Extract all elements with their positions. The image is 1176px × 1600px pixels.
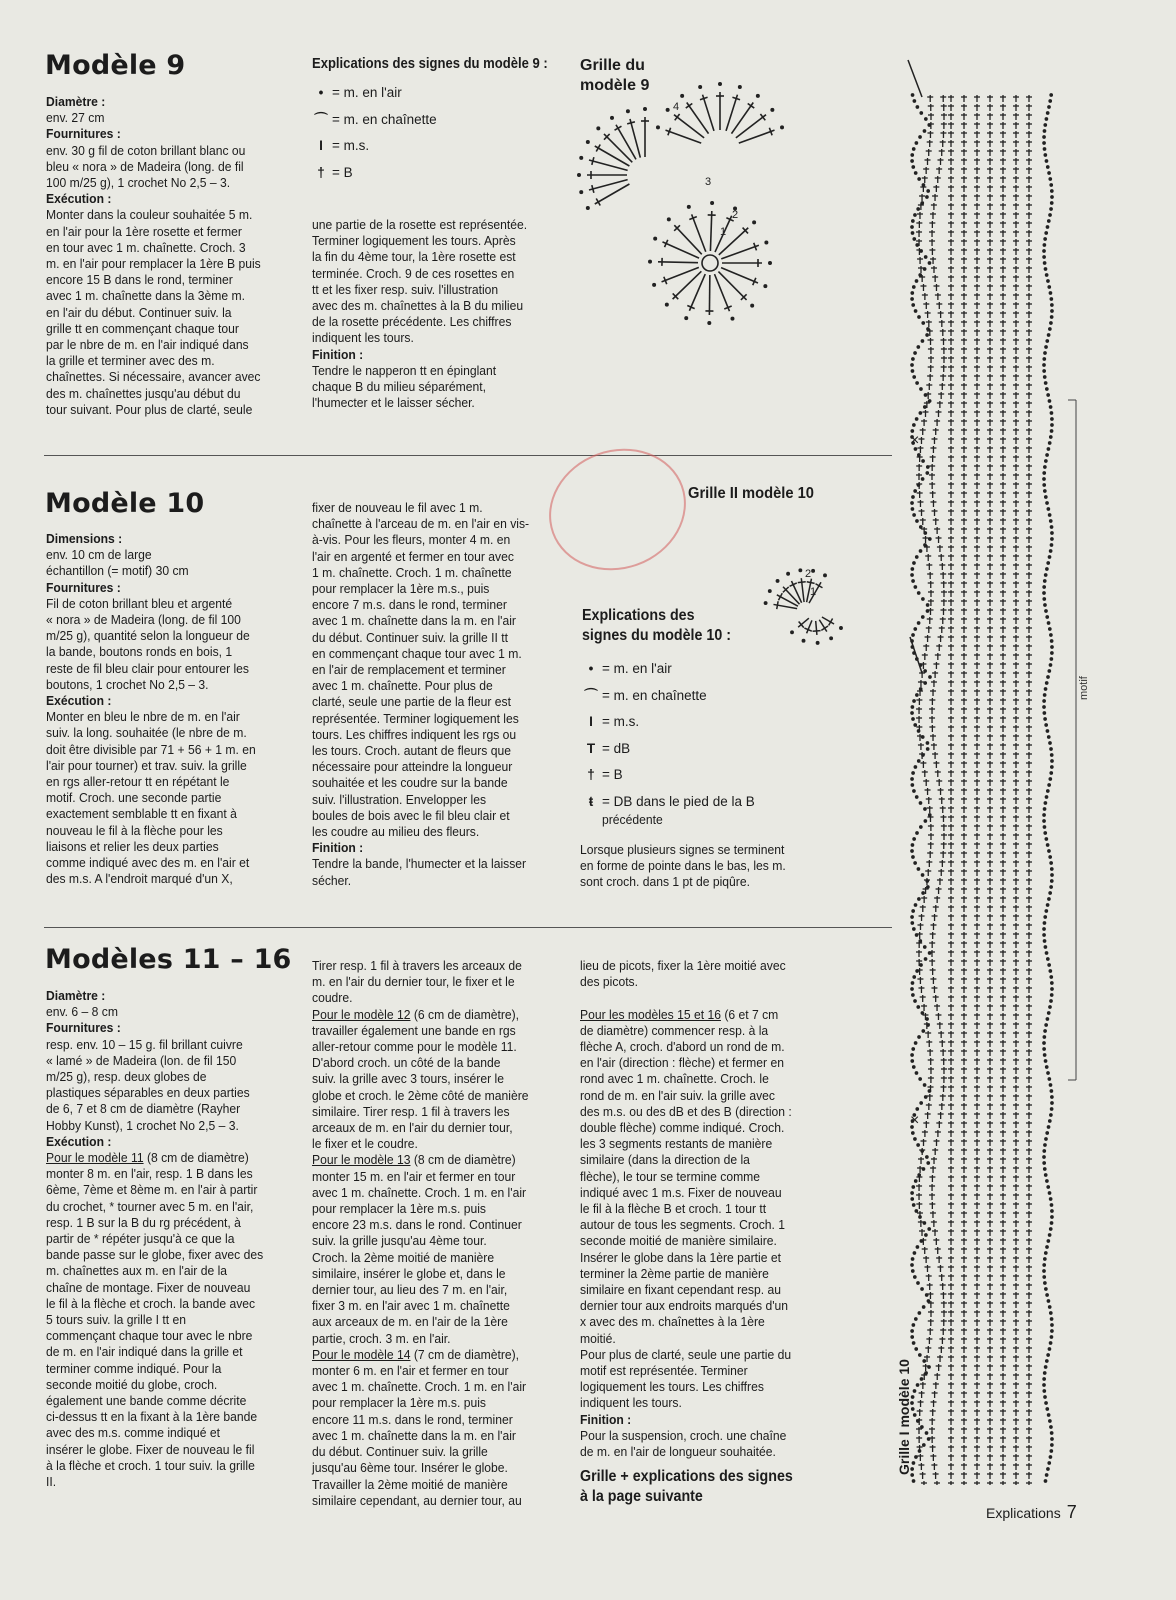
text-line: à-vis. Pour les fleurs, monter 4 m. en (312, 532, 511, 548)
text-line: Monter dans la couleur souhaitée 5 m. (46, 207, 253, 223)
text-line: indiqué avec 1 m.s. Fixer de nouveau (580, 1184, 782, 1200)
legend-text: = m. en l'air (602, 661, 672, 676)
legend-text: = m. en chaînette (602, 687, 707, 703)
text-line: Pour le modèle 12 (6 cm de diamètre), (312, 1006, 520, 1022)
stitch-symbol-icon: ⌒ (314, 111, 328, 127)
text-line: en l'air de remplacement et terminer (312, 662, 506, 678)
text-line: jusqu'au 6ème tour. Insérer le globe. (312, 1460, 508, 1476)
text-line: chaînette à l'arceau de m. en l'air en vis- (312, 516, 530, 532)
m10-note-line: Lorsque plusieurs signes se terminent (580, 842, 785, 857)
text-line: plastiques séparables en deux parties (46, 1085, 250, 1101)
text-line: le fixer et le coudre. (312, 1136, 418, 1152)
text-line: Exécution : (46, 191, 112, 207)
m10-title: Modèle 10 (45, 488, 205, 519)
text-line: à la flèche et croch. 1 tour suiv. la grille (46, 1457, 255, 1473)
m9-title: Modèle 9 (45, 50, 186, 81)
text-line: similaire (dans la direction de la (580, 1152, 750, 1168)
text-line: lieu de picots, fixer la 1ère moitié avec (580, 958, 786, 973)
text-line: suiv. l'illustration. Envelopper les (312, 791, 487, 807)
stitch-symbol-icon: † (587, 767, 595, 782)
m9-col2 (312, 217, 549, 411)
text-line: tour suivant. Pour plus de clarté, seule (46, 401, 253, 417)
text-line: x avec des m. chaînettes à la 1ère (580, 1314, 765, 1330)
text-line: avec 1 m. chaînette dans la m. en l'air (312, 1427, 516, 1443)
text-line: clarté, seule une partie de la fleur est (312, 694, 511, 710)
text-line: tours. Les chiffres indiquent les rgs ou (312, 726, 517, 742)
text-line: l'air en argenté et fermer en tour avec (312, 548, 514, 564)
text-line: suiv. la long. souhaitée (le nbre de m. (46, 725, 247, 741)
legend-row (580, 683, 755, 710)
legend-text: = B (602, 767, 623, 782)
m10-sign-extra-text: précédente (602, 812, 663, 827)
m10-signs-title (582, 606, 731, 646)
text-line: en commençant chaque tour avec 1 m. (312, 645, 522, 661)
rosette-center (702, 255, 718, 271)
text-line: le fil à la flèche B et croch. 1 tour tt (580, 1201, 767, 1217)
m10-grid2-title: Grille II modèle 10 (688, 485, 814, 502)
text-line: flèche), le tour se termine comme (580, 1168, 761, 1184)
m11-col2 (312, 958, 549, 1509)
legend-text: = m.s. (332, 138, 370, 153)
legend-text: = m. en l'air (332, 85, 402, 100)
text-line: Finition : (312, 346, 364, 362)
m9-col1 (46, 94, 283, 418)
text-line: Finition : (580, 1411, 632, 1427)
m11-next-note (580, 1467, 793, 1507)
round-label: 1 (720, 226, 727, 238)
text-line: tt et les fixer resp. suiv. l'illustration (312, 281, 499, 297)
m11-title: Modèles 11 – 16 (45, 944, 292, 975)
text-line: partir de * répéter jusqu'à ce que la (46, 1231, 235, 1247)
text-line: Pour plus de clarté, seule une partie du (580, 1346, 792, 1362)
text-line: par le nbre de m. en l'air indiqué dans (46, 337, 249, 353)
text-line: monter 8 m. en l'air, resp. 1 B dans les (46, 1166, 253, 1182)
text-line: pour remplacer la 1ère m.s. puis (312, 1395, 486, 1411)
stitch-symbol-icon: ⌒ (584, 687, 598, 703)
text-line: moitié. (580, 1330, 616, 1346)
text-line: en rgs aller-retour tt en répétant le (46, 774, 230, 790)
text-line: comme indiqué avec des m. en l'air et (46, 855, 250, 871)
text-line: fixer de nouveau le fil avec 1 m. (312, 500, 483, 515)
m9-rosette-diagram (570, 80, 810, 350)
x-mark: × (910, 432, 920, 449)
text-line: Diamètre : (46, 988, 106, 1003)
text-line: Terminer logiquement les tours. Après (312, 233, 516, 249)
text-line: dernier tour aux endroits marqués d'un (580, 1298, 789, 1314)
text-line: avec 1 m. chaînette. Croch. 1 m. en l'air (312, 1184, 527, 1200)
round-label: 3 (705, 176, 712, 188)
text-line: Tirer resp. 1 fil à travers les arceaux de (312, 958, 522, 973)
stitch-symbol-icon: I (319, 138, 323, 153)
red-stamp (532, 430, 703, 589)
text-line: similaire en fixant cependant resp. au (580, 1282, 781, 1298)
text-line: des picots. (580, 974, 639, 990)
text-line: « lamé » de Madeira (lon. de fil 150 (46, 1052, 237, 1068)
text-line: de diamètre) commencer resp. à la (580, 1022, 769, 1038)
m10-col1 (46, 531, 283, 887)
m11-col1 (46, 988, 283, 1490)
text-line: 5 tours suiv. la grille I tt en (46, 1312, 187, 1328)
text-line: indiquent les tours. (312, 330, 414, 346)
text-line: terminer comme indiqué. Pour la (46, 1360, 222, 1376)
text-line: monter 15 m. en l'air et fermer en tour (312, 1168, 516, 1184)
text-line: chaîne de montage. Fixer de nouveau (46, 1279, 251, 1295)
text-line: seconde moitié du globe, croch. (46, 1376, 218, 1392)
text-line: globe et croch. le 2ème côté de manière (312, 1087, 529, 1103)
text-line: motif. Croch. une seconde partie (46, 790, 222, 806)
text-line: Travailler la 2ème moitié de manière (312, 1476, 508, 1492)
text-line: aller-retour comme pour le modèle 11. (312, 1039, 517, 1055)
text-line: arceaux de m. en l'air du dernier tour, (312, 1120, 513, 1136)
round-label: 2 (732, 209, 739, 221)
m11-next-line1: Grille + explications des signes (580, 1468, 793, 1485)
text-line: Fournitures : (46, 126, 121, 142)
text-line: partie, croch. 3 m. en l'air. (312, 1330, 451, 1346)
text-line: coudre. (312, 990, 353, 1006)
text-line: de m. en l'air indiqué dans la grille et (46, 1344, 243, 1360)
text-line: terminée. Croch. 9 de ces rosettes en (312, 265, 515, 281)
stitch-symbol-icon: T (586, 740, 596, 756)
text-line: sécher. (312, 872, 352, 888)
text-line: Pour la suspension, croch. une chaîne (580, 1427, 787, 1443)
text-line: 1 m. chaînette. Croch. 1 m. chaînette (312, 564, 512, 580)
text-line: avec 1 m. chaînette. Pour plus de (312, 678, 493, 694)
legend-row (580, 656, 755, 683)
rosette-rays (649, 202, 771, 324)
text-line: la bande, boutons ronds en bois, 1 (46, 644, 233, 660)
text-line: bleu « nora » de Madeira (long. de fil (46, 158, 244, 174)
text-line: m. chaînettes aux m. en l'air de la (46, 1263, 228, 1279)
text-line: les tours. Croch. autant de fleurs que (312, 743, 511, 759)
text-line: env. 10 cm de large (46, 547, 152, 563)
rosette-rays-left (578, 108, 649, 209)
stitch-symbol-icon: ŧ (588, 793, 594, 809)
divider-1 (44, 455, 892, 456)
text-line: pour remplacer la 1ère m.s., puis (312, 581, 490, 597)
text-line: autour de tous les segments. Croch. 1 (580, 1217, 786, 1233)
stitch-symbol-icon: † (317, 164, 325, 180)
text-line: en l'air du début. Continuer suiv. la (46, 304, 232, 320)
text-line: en l'air pour la 1ère rosette et fermer (46, 223, 242, 239)
legend-row (310, 80, 437, 107)
m10-grid1-title: Grille I modèle 10 (896, 1359, 912, 1475)
motif-label: motif (1078, 676, 1090, 700)
text-line: représentée. Terminer logiquement les (312, 710, 519, 726)
text-line: Pour les modèles 15 et 16 (6 et 7 cm (580, 1006, 779, 1022)
text-line: des m. chaînettes jusqu'au début du (46, 385, 241, 401)
text-line: l'humecter et le laisser sécher. (312, 395, 475, 411)
arrow-icon (910, 637, 922, 673)
text-line: des m.s. A l'endroit marqué d'un X, (46, 871, 233, 887)
m10-note-line: sont croch. dans 1 pt de piqûre. (580, 874, 750, 890)
legend-row (310, 107, 437, 134)
text-line: suiv. la grille jusqu'au 4ème tour. (312, 1233, 487, 1249)
text-line: encore 15 B dans le rond, terminer (46, 272, 233, 288)
m9-grid-title-line2: modèle 9 (580, 77, 650, 94)
text-line: Tendre le napperon tt en épinglant (312, 362, 497, 378)
text-line: flèche A, croch. d'abord un rond de m. (580, 1039, 785, 1055)
text-line: en tour avec 1 m. chaînette. Croch. 3 (46, 239, 246, 255)
text-line: une partie de la rosette est représentée. (312, 217, 528, 232)
m10-grid1-diagram (880, 55, 1080, 1485)
text-line: avec 1 m. chaînette dans la 3ème m. (46, 288, 245, 304)
text-line: suiv. la grille avec 3 tours, insérer le (312, 1071, 504, 1087)
text-line: m. en l'air pour remplacer la 1ère B puis (46, 256, 261, 272)
m9-legend (310, 80, 437, 186)
text-line: Hobby Kunst), 1 crochet No 2,5 – 3. (46, 1117, 239, 1133)
text-line: Dimensions : (46, 531, 123, 546)
text-line: Fournitures : (46, 1020, 121, 1036)
text-line: également une bande comme décrite (46, 1393, 247, 1409)
text-line: m/25 g), quantité selon la longueur de (46, 628, 250, 644)
text-line: souhaitée et les coudre sur la bande (312, 775, 508, 791)
legend-row (310, 133, 437, 160)
text-line: du début. Continuer suiv. la grille II tt (312, 629, 509, 645)
text-line: env. 27 cm (46, 110, 105, 126)
text-line: Pour le modèle 13 (8 cm de diamètre) (312, 1152, 516, 1168)
m9-signs-title: Explications des signes du modèle 9 : (312, 56, 548, 72)
legend-row (310, 160, 437, 187)
text-line: doit être divisible par 71 + 56 + 1 m. en (46, 741, 256, 757)
round-label: 4 (673, 101, 680, 113)
text-line: encore 11 m.s. dans le rond, terminer (312, 1411, 513, 1427)
text-line: de la rosette précédente. Les chiffres (312, 314, 512, 330)
text-line: aux arceaux de m. en l'air de la 1ère (312, 1314, 508, 1330)
text-line: Finition : (312, 840, 364, 856)
x-mark: × (910, 1112, 920, 1129)
text-line: 6ème, 7ème et 8ème m. en l'air à partir (46, 1182, 258, 1198)
legend-row (580, 736, 755, 763)
text-line: exactement semblable tt en fixant à (46, 806, 237, 822)
round-label: 1 (810, 586, 817, 598)
text-line: ci-dessus tt en la fixant à la 1ère bande (46, 1409, 258, 1425)
text-line: boules de bois avec le fil bleu clair et (312, 807, 510, 823)
legend-text: = B (332, 164, 353, 180)
m9-grid-title-line1: Grille du (580, 57, 645, 74)
m10-note-line: en forme de pointe dans le bas, les m. (580, 858, 786, 874)
text-line: resp. 1 B sur la B du rg précédent, à (46, 1214, 241, 1230)
text-line: du crochet, * tourner avec 5 m. en l'air, (46, 1198, 254, 1214)
text-line: échantillon (= motif) 30 cm (46, 563, 189, 579)
m11-col3 (580, 958, 817, 1460)
stitch-symbol-icon: • (588, 661, 594, 676)
text-line: monter 6 m. en l'air et fermer en tour (312, 1363, 509, 1379)
text-line: Pour le modèle 11 (8 cm de diamètre) (46, 1150, 249, 1166)
text-line: encore 23 m.s. dans le rond. Continuer (312, 1217, 522, 1233)
m10-signs-title-line1: Explications des (582, 607, 695, 624)
text-line: logiquement les tours. Les chiffres (580, 1379, 764, 1395)
m10-signs-title-line2: signes du modèle 10 : (582, 627, 731, 644)
text-line: seconde moitié de manière similaire. (580, 1233, 777, 1249)
m10-col2 (312, 500, 549, 889)
text-line: reste de fil bleu clair pour entourer les (46, 660, 249, 676)
text-line: avec des m.s. comme indiqué et (46, 1425, 220, 1441)
divider-2 (44, 927, 892, 928)
legend-row (580, 762, 755, 789)
round-label: 2 (805, 568, 812, 580)
legend-text: = m.s. (602, 714, 640, 729)
text-line: de m. en l'air de longueur souhaitée. (580, 1444, 776, 1460)
text-line: nouveau le fil à la flèche pour les (46, 822, 223, 838)
text-line: le fil à la flèche et croch. la bande avec (46, 1295, 256, 1311)
page-footer (986, 1502, 1077, 1523)
text-line: II. (46, 1474, 57, 1490)
text-line: Monter en bleu le nbre de m. en l'air (46, 709, 240, 725)
page-number: 7 (1066, 1502, 1077, 1522)
text-line: env. 6 – 8 cm (46, 1004, 118, 1020)
text-line: bande passe sur le globe, fixer avec des (46, 1247, 264, 1263)
text-line: en l'air (direction : flèche) et fermer en (580, 1055, 784, 1071)
text-line: terminer la 2ème partie de manière (580, 1265, 769, 1281)
text-line: rond avec 1 m. chaînette. Croch. le (580, 1071, 769, 1087)
text-line: Croch. la 2ème moitié de manière (312, 1249, 495, 1265)
text-line: Fil de coton brillant bleu et argenté (46, 595, 233, 611)
text-line: la grille et terminer avec des m. (46, 353, 215, 369)
stitch-symbol-icon: I (589, 714, 593, 729)
text-line: Exécution : (46, 693, 112, 709)
text-line: avec 1 m. chaînette dans la m. en l'air (312, 613, 516, 629)
text-line: des m.s. ou des dB et des B (direction : (580, 1103, 792, 1119)
text-line: fixer 3 m. en l'air avec 1 m. chaînette (312, 1298, 510, 1314)
text-line: nécessaire pour atteindre la longueur (312, 759, 513, 775)
text-line: D'abord croch. un côté de la bande (312, 1055, 501, 1071)
text-line: grille tt en commençant chaque tour (46, 320, 239, 336)
m10-flower-diagram (710, 515, 860, 645)
legend-text: = DB dans le pied de la B (602, 793, 755, 809)
arrow-icon (908, 60, 922, 97)
text-line: boutons, 1 crochet No 2,5 – 3. (46, 676, 209, 692)
legend-row (580, 709, 755, 736)
text-line: chaque B du milieu séparément, (312, 379, 487, 395)
stitch-symbol-icon: • (318, 85, 324, 100)
text-line: dernier tour, au lieu des 7 m. en l'air, (312, 1282, 508, 1298)
text-line: indiquent les tours. (580, 1395, 682, 1411)
text-line: chaînettes. Si nécessaire, avancer avec (46, 369, 261, 385)
text-line: pour remplacer la 1ère m.s. puis (312, 1201, 486, 1217)
text-line: Fournitures : (46, 579, 121, 595)
text-line: les coudre au milieu des fleurs. (312, 824, 480, 840)
text-line (580, 990, 817, 1006)
m10-legend (580, 656, 755, 815)
m10-note (580, 842, 819, 891)
text-line: m/25 g), resp. deux globes de (46, 1069, 207, 1085)
text-line: 100 m/25 g), 1 crochet No 2,5 – 3. (46, 175, 231, 191)
text-line: les 3 segments restants de manière (580, 1136, 773, 1152)
text-line: Tendre la bande, l'humecter et la laisser (312, 856, 527, 872)
text-line: Exécution : (46, 1133, 112, 1149)
text-line: travailler également une bande en rgs (312, 1022, 516, 1038)
text-line: commençant chaque tour avec le nbre (46, 1328, 253, 1344)
legend-text: = dB (602, 740, 631, 756)
legend-text: = m. en chaînette (332, 111, 437, 127)
text-line: m. en l'air du dernier tour, le fixer et le (312, 974, 515, 990)
m11-next-line2: à la page suivante (580, 1488, 703, 1505)
text-line: Pour le modèle 14 (7 cm de diamètre), (312, 1346, 520, 1362)
text-line: similaire, insérer le globe et, dans le (312, 1265, 506, 1281)
text-line: Diamètre : (46, 94, 106, 109)
text-line: motif est représentée. Terminer (580, 1363, 748, 1379)
text-line: l'air pour tourner) et trav. suiv. la grille (46, 757, 247, 773)
text-line: la fin du 4ème tour, la 1ère rosette est (312, 249, 516, 265)
text-line: avec des m. chaînettes à la B du milieu (312, 298, 524, 314)
text-line: resp. env. 10 – 15 g. fil brillant cuivre (46, 1036, 243, 1052)
text-line: du début. Continuer suiv. la grille (312, 1444, 488, 1460)
text-line: double flèche) comme indiqué. Croch. (580, 1120, 785, 1136)
text-line: similaire cependant, au dernier tour, au (312, 1492, 522, 1508)
text-line: insérer le globe. Fixer de nouveau le fil (46, 1441, 255, 1457)
text-line: de 6, 7 et 8 cm de diamètre (Rayher (46, 1101, 241, 1117)
text-line: Insérer le globe dans la 1ère partie et (580, 1249, 781, 1265)
text-line: encore 7 m.s. dans le rond, terminer (312, 597, 507, 613)
m10-sign-extra (602, 812, 786, 828)
text-line: env. 30 g fil de coton brillant blanc ou (46, 142, 246, 158)
text-line: « nora » de Madeira (long. de fil 100 (46, 612, 241, 628)
text-line: avec 1 m. chaînette. Croch. 1 m. en l'air (312, 1379, 527, 1395)
text-line: rond de m. en l'air suiv. la grille avec (580, 1087, 775, 1103)
text-line: liaisons et relier les deux parties (46, 838, 219, 854)
footer-label: Explications (986, 1505, 1061, 1521)
text-line: similaire. Tirer resp. 1 fil à travers les (312, 1103, 510, 1119)
